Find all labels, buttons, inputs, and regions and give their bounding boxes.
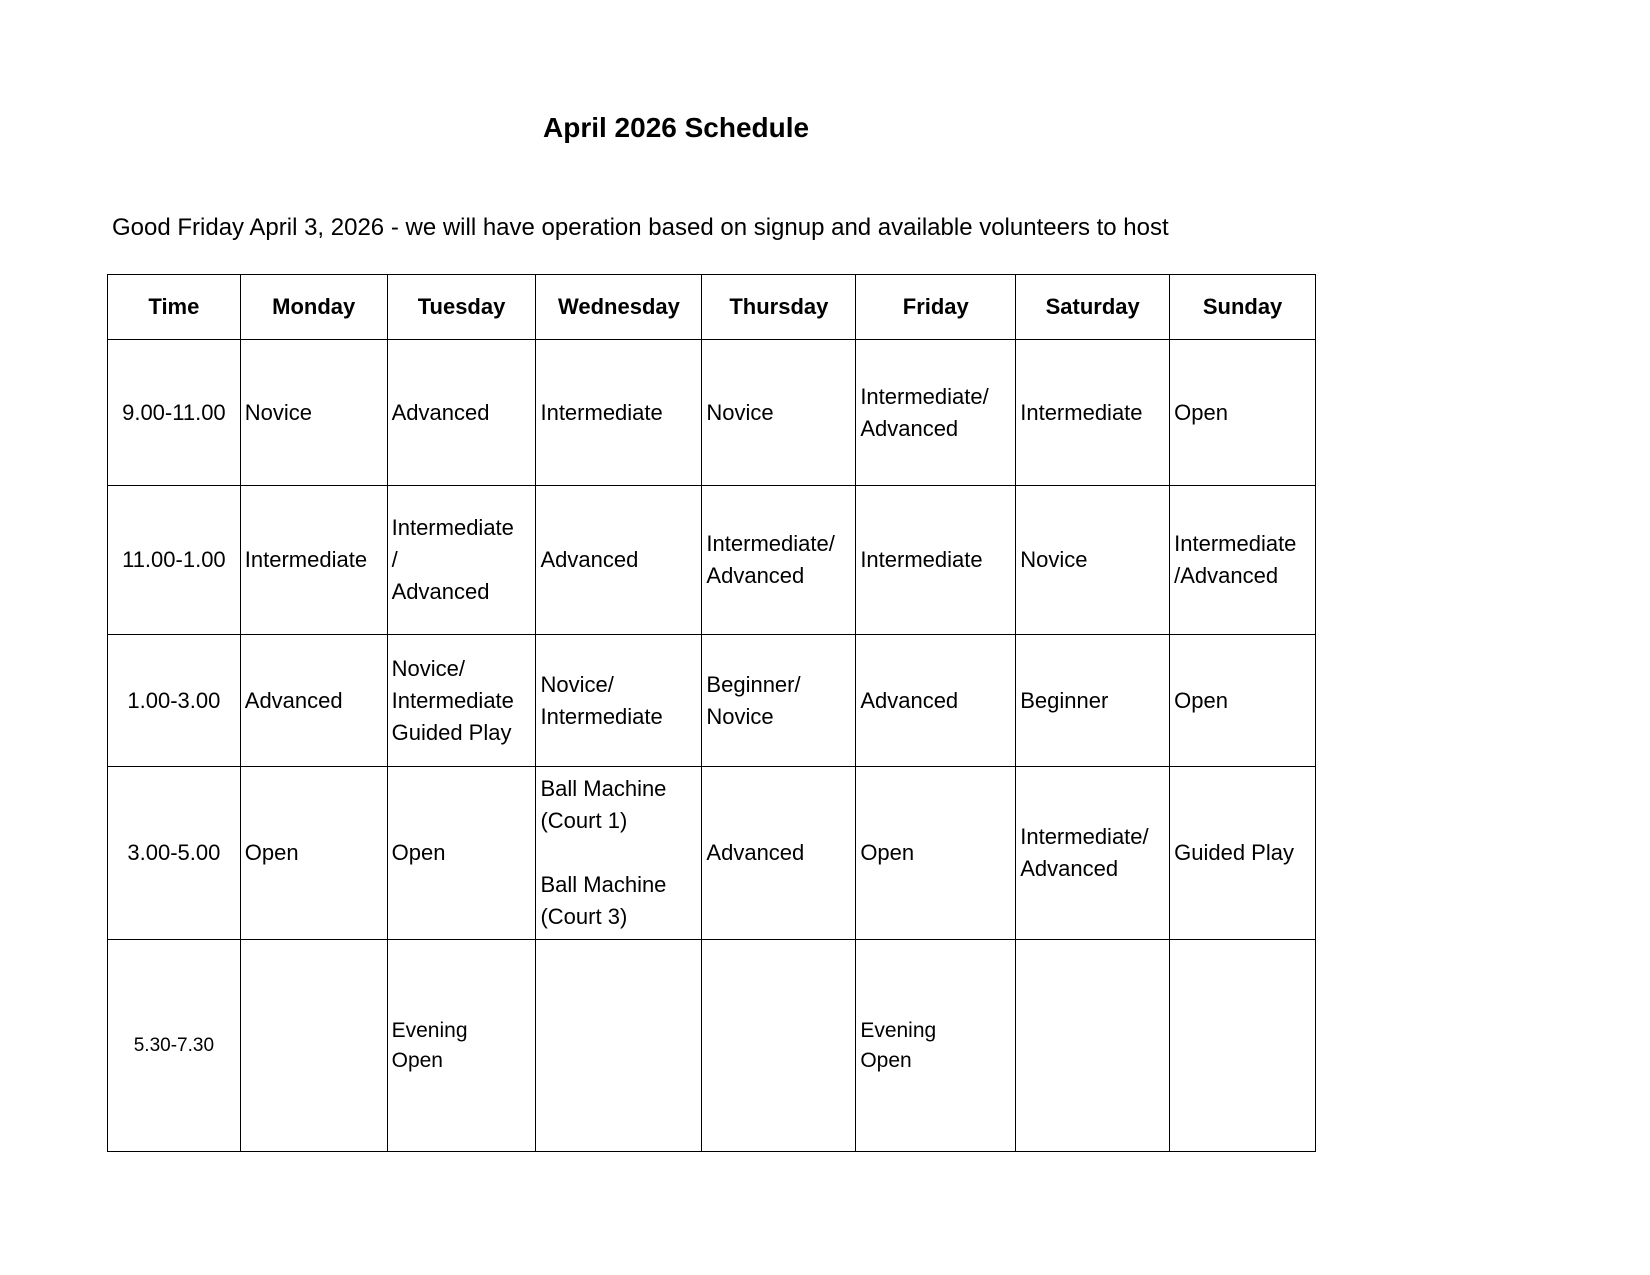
schedule-table [107, 274, 1316, 1152]
time-slot-cell: 11.00-1.00 [108, 486, 241, 635]
cell-text-line: Open [391, 840, 446, 865]
time-slot-cell: 1.00-3.00 [108, 635, 241, 767]
cell-text-line: Intermediate/ [1020, 824, 1149, 849]
schedule-cell-tuesday [387, 767, 536, 940]
cell-text-line: Intermediate [1174, 531, 1297, 556]
cell-text-line: Intermediate [391, 515, 514, 540]
cell-text-line: Open [860, 840, 915, 865]
cell-text-line: Novice [706, 399, 774, 425]
schedule-cell-sunday [1170, 767, 1316, 940]
header-friday: Friday [856, 275, 1016, 340]
schedule-cell-monday [240, 635, 387, 767]
schedule-cell-saturday [1016, 340, 1170, 486]
cell-text-line: Intermediate/ [706, 531, 835, 556]
schedule-cell-monday [240, 486, 387, 635]
schedule-note: Good Friday April 3, 2026 - we will have operation based on signup and available volunteers to host [112, 214, 1169, 241]
table-row [108, 340, 1316, 486]
table-row [108, 940, 1316, 1152]
page-title: April 2026 Schedule [543, 112, 810, 143]
schedule-cell-saturday [1016, 635, 1170, 767]
cell-text-line: Intermediate [244, 547, 368, 572]
schedule-cell-wednesday [536, 767, 702, 940]
cell-text-line: Intermediate [860, 547, 983, 572]
schedule-cell-wednesday [536, 340, 702, 486]
cell-text-line: Advanced [1020, 856, 1119, 881]
cell-text-line: Intermediate [540, 399, 663, 425]
cell-text-line: Intermediate [391, 687, 514, 713]
cell-text-line: Evening [391, 1018, 468, 1042]
schedule-cell-sunday [1170, 940, 1316, 1152]
cell-text-line: /Advanced [1174, 563, 1279, 588]
cell-text-line: Advanced [706, 840, 805, 865]
header-row [108, 275, 1316, 340]
schedule-cell-thursday [702, 635, 856, 767]
schedule-cell-friday [856, 767, 1016, 940]
cell-text-line: Advanced [860, 687, 959, 713]
header-saturday: Saturday [1016, 275, 1170, 340]
table-row [108, 635, 1316, 767]
schedule-cell-wednesday [536, 635, 702, 767]
schedule-cell-thursday [702, 767, 856, 940]
cell-text-line: Ball Machine [540, 872, 667, 897]
cell-text-line: Open [860, 1048, 912, 1072]
header-tuesday: Tuesday [387, 275, 536, 340]
schedule-cell-sunday [1170, 635, 1316, 767]
cell-text-line: Intermediate/ [860, 383, 989, 409]
schedule-cell-monday [240, 340, 387, 486]
cell-text-line: Advanced [540, 547, 639, 572]
cell-text-line: (Court 3) [540, 904, 628, 929]
schedule-cell-wednesday [536, 486, 702, 635]
header-sunday: Sunday [1170, 275, 1316, 340]
cell-text-line: Open [1174, 399, 1228, 425]
cell-text-line: Evening [860, 1018, 937, 1042]
cell-text-line: Advanced [860, 415, 959, 441]
schedule-cell-friday [856, 486, 1016, 635]
cell-text-line: Novice [706, 703, 774, 729]
schedule-cell-friday [856, 340, 1016, 486]
cell-text-line: Beginner [1020, 687, 1109, 713]
cell-text-line: Intermediate [540, 703, 663, 729]
schedule-cell-thursday [702, 940, 856, 1152]
schedule-cell-saturday [1016, 767, 1170, 940]
cell-text-line: Open [244, 840, 299, 865]
cell-text-line: / [391, 547, 398, 572]
schedule-cell-friday [856, 940, 1016, 1152]
cell-text-line: Intermediate [1020, 399, 1143, 425]
header-wednesday: Wednesday [536, 275, 702, 340]
schedule-cell-tuesday [387, 940, 536, 1152]
cell-text-line: Open [1174, 687, 1228, 713]
time-slot-cell: 9.00-11.00 [108, 340, 241, 486]
cell-text-line: (Court 1) [540, 808, 628, 833]
time-slot-cell: 5.30-7.30 [108, 940, 241, 1152]
schedule-body [108, 340, 1316, 1152]
cell-text-line [540, 837, 697, 869]
cell-text-line: Guided Play [1174, 840, 1294, 865]
schedule-cell-saturday [1016, 940, 1170, 1152]
cell-text-line: Advanced [244, 687, 343, 713]
schedule-cell-sunday [1170, 486, 1316, 635]
header-time: Time [108, 275, 241, 340]
cell-text-line: Advanced [391, 399, 490, 425]
header-thursday: Thursday [702, 275, 856, 340]
schedule-cell-tuesday [387, 486, 536, 635]
cell-text-line: Guided Play [391, 719, 512, 745]
schedule-cell-monday [240, 940, 387, 1152]
cell-text-line: Ball Machine [540, 776, 667, 801]
cell-text-line: Open [391, 1048, 443, 1072]
header-monday: Monday [240, 275, 387, 340]
schedule-cell-sunday [1170, 340, 1316, 486]
cell-text-line: Novice/ [391, 655, 465, 681]
schedule-cell-tuesday [387, 635, 536, 767]
schedule-cell-tuesday [387, 340, 536, 486]
schedule-cell-thursday [702, 340, 856, 486]
cell-text-line: Novice [1020, 547, 1088, 572]
cell-text-line: Advanced [391, 579, 490, 604]
schedule-cell-wednesday [536, 940, 702, 1152]
cell-text-line: Advanced [706, 563, 805, 588]
schedule-cell-friday [856, 635, 1016, 767]
schedule-cell-saturday [1016, 486, 1170, 635]
table-row [108, 767, 1316, 940]
cell-text-line: Novice/ [540, 671, 614, 697]
cell-text-line: Beginner/ [706, 671, 801, 697]
schedule-cell-thursday [702, 486, 856, 635]
table-row [108, 486, 1316, 635]
time-slot-cell: 3.00-5.00 [108, 767, 241, 940]
schedule-cell-monday [240, 767, 387, 940]
cell-text-line: Novice [244, 399, 313, 425]
